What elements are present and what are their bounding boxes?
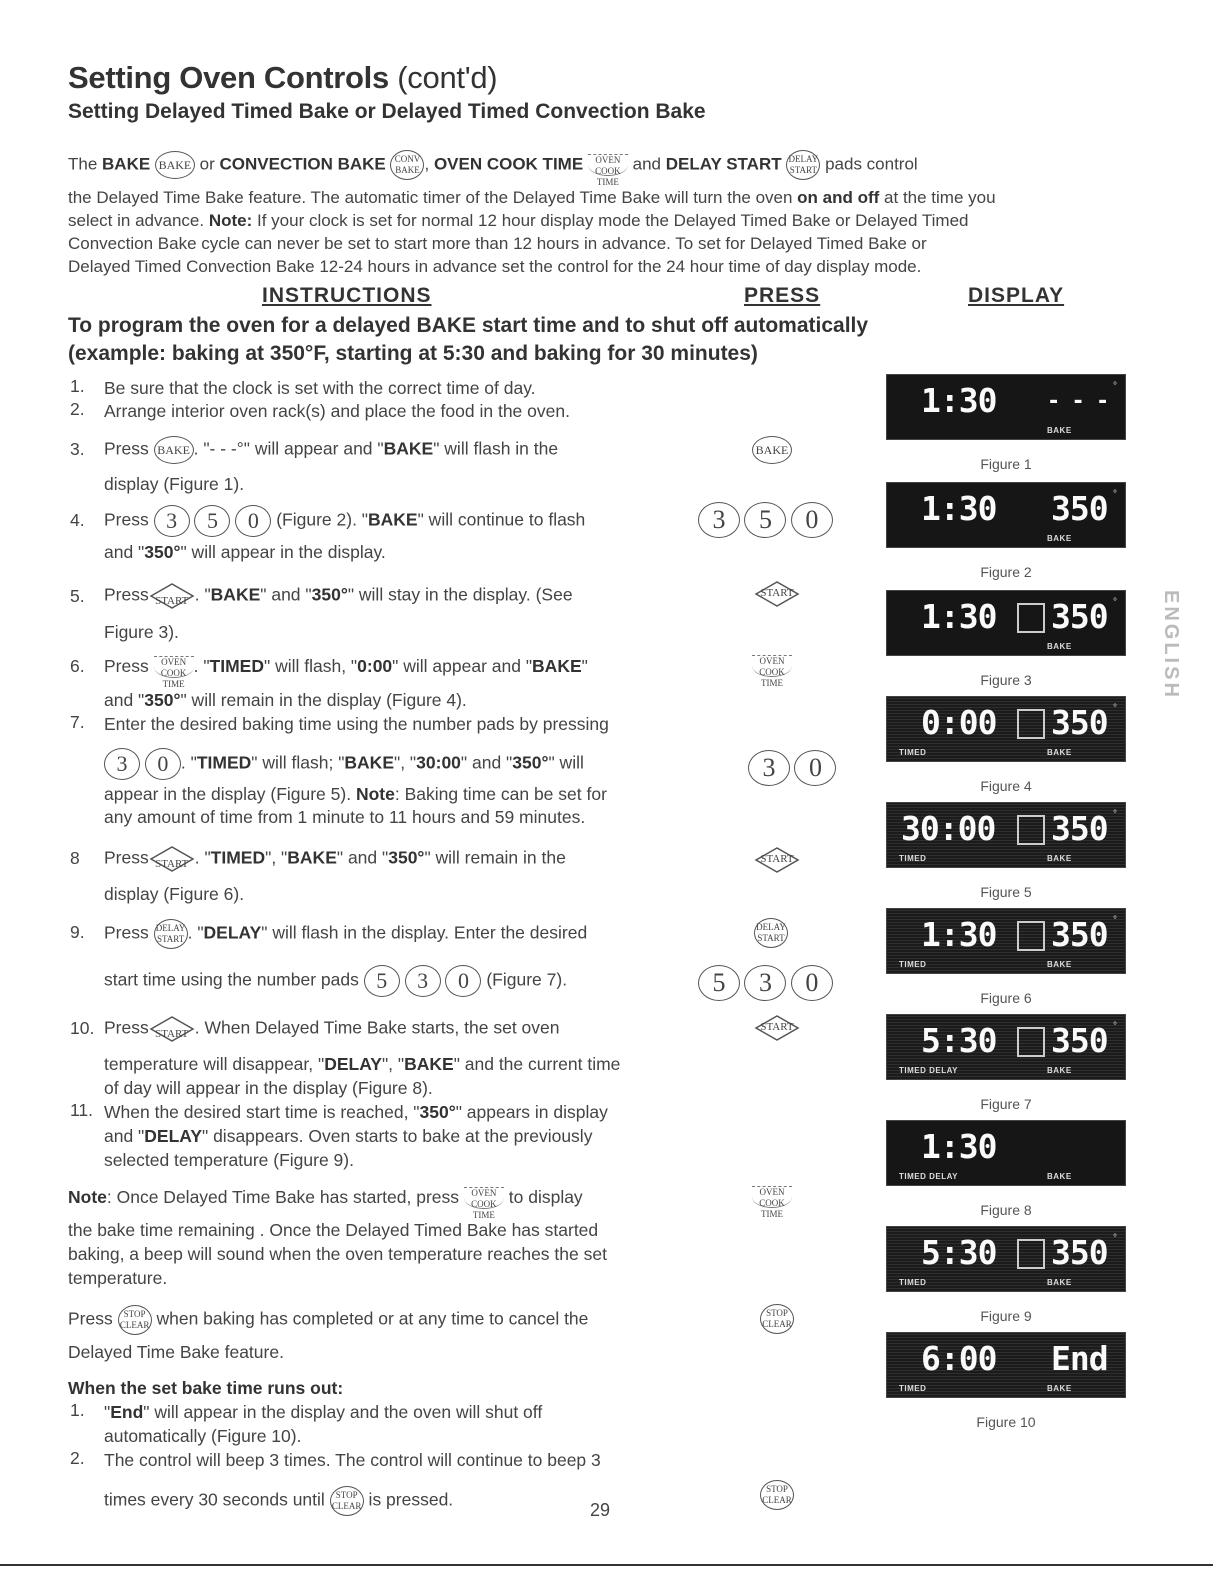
- digit-3-pad-icon: 3: [698, 502, 740, 538]
- display-temperature-readout: 350: [1051, 703, 1108, 742]
- display-degree-symbol: °: [1113, 381, 1117, 392]
- display-degree-symbol: °: [1113, 1021, 1117, 1032]
- press-cook-time-1: [752, 655, 792, 688]
- press-digits-350: [698, 502, 833, 538]
- program-heading-line-2: (example: baking at 350°F, starting at 5:30 and baking for 30 minutes): [68, 342, 758, 365]
- display-time-readout: 1:30: [921, 1127, 997, 1166]
- digit-5-pad-icon: 5: [364, 965, 400, 997]
- display-temperature-readout: 350: [1051, 1233, 1108, 1272]
- step-9-text-cont: start time using the number pads 5 3 0 (Figure 7).: [104, 965, 567, 997]
- step-number: 11.: [70, 1100, 94, 1120]
- column-header-display: DISPLAY: [968, 284, 1065, 307]
- oven-cook-time-pad-icon: OVEN COOK TIME: [752, 1186, 792, 1208]
- step-1-text: Be sure that the clock is set with the correct time of day.: [104, 378, 536, 398]
- delay-start-pad-icon: DELAY START: [154, 919, 188, 949]
- stop-clear-pad-icon: STOP CLEAR: [760, 1480, 794, 1510]
- digit-3-pad-icon: 3: [748, 750, 790, 786]
- step-number: 3.: [70, 439, 85, 459]
- delay-start-pad-icon: DELAY START: [786, 150, 820, 180]
- display-segment-box: [1017, 1027, 1045, 1057]
- intro-line-4: Convection Bake cycle can never be set to start more than 12 hours in advance. To set for Delayed Timed Bake or: [68, 234, 927, 253]
- page-number: 29: [590, 1500, 611, 1520]
- step-5-text: Press START . "BAKE" and "350°" will stay in the display. (See: [104, 582, 573, 610]
- digit-0-pad-icon: 0: [445, 965, 481, 997]
- oven-display-panel: [886, 1120, 1126, 1186]
- oven-display-panel: [886, 482, 1126, 548]
- display-degree-symbol: °: [1113, 915, 1117, 926]
- press-delay-start: [754, 918, 788, 948]
- step-10-text-cont-2: of day will appear in the display (Figure 8).: [104, 1078, 433, 1098]
- step-number: 6.: [70, 656, 85, 676]
- figure-caption: Figure 5: [980, 884, 1032, 900]
- display-indicator-label: BAKE: [1047, 854, 1072, 863]
- display-temperature-readout: End: [1051, 1339, 1108, 1378]
- start-pad-icon: START: [754, 1014, 800, 1042]
- digit-5-pad-icon: 5: [194, 505, 230, 537]
- step-number: 10.: [70, 1018, 95, 1038]
- intro-line-1: The BAKE BAKE or CONVECTION BAKE CONV BAKE , OVEN COOK TIME OVEN COOK TIME and DELAY START DELAY START pads control: [68, 150, 1148, 180]
- display-indicator-label: BAKE: [1047, 1066, 1072, 1075]
- display-indicator-label: TIMED: [899, 1278, 927, 1287]
- press-cook-time-2: [752, 1186, 792, 1219]
- intro-line-2: the Delayed Time Bake feature. The automatic timer of the Delayed Time Bake will turn the oven on and off at the time you: [68, 188, 996, 207]
- display-indicator-label: TIMED DELAY: [899, 1172, 958, 1181]
- oven-cook-time-pad-icon: OVEN COOK TIME: [154, 656, 194, 678]
- display-time-readout: 1:30: [921, 915, 997, 954]
- oven-display-panel: [886, 1226, 1126, 1292]
- digit-0-pad-icon: 0: [791, 502, 833, 538]
- step-number: 8: [70, 848, 80, 868]
- display-indicator-label: BAKE: [1047, 1278, 1072, 1287]
- step-9-text: Press DELAY START . "DELAY" will flash in the display. Enter the desired: [104, 919, 587, 949]
- display-indicator-label: BAKE: [1047, 1384, 1072, 1393]
- digit-0-pad-icon: 0: [794, 750, 836, 786]
- display-segment-box: [1017, 1239, 1045, 1269]
- runs-out-step-2-cont: times every 30 seconds until STOP CLEAR is pressed.: [104, 1486, 453, 1516]
- display-degree-symbol: °: [1113, 703, 1117, 714]
- display-indicator-label: BAKE: [1047, 426, 1072, 435]
- display-degree-symbol: °: [1113, 597, 1117, 608]
- column-header-instructions: INSTRUCTIONS: [262, 284, 432, 307]
- step-number: 1.: [70, 1400, 85, 1420]
- step-number: 7.: [70, 712, 85, 732]
- press-start-1: [754, 580, 800, 608]
- display-segment-box: [1017, 921, 1045, 951]
- step-11-text-cont-2: selected temperature (Figure 9).: [104, 1150, 354, 1170]
- step-8-text: Press START . "TIMED", "BAKE" and "350°" will remain in the: [104, 845, 566, 873]
- bake-pad-icon: BAKE: [154, 436, 194, 464]
- oven-display-panel: [886, 802, 1126, 868]
- digit-0-pad-icon: 0: [145, 748, 181, 780]
- page-title: [68, 60, 497, 96]
- display-temperature-readout: - - -: [1047, 389, 1109, 414]
- digit-3-pad-icon: 3: [154, 505, 190, 537]
- display-indicator-label: BAKE: [1047, 534, 1072, 543]
- step-6-text-cont: and "350°" will remain in the display (Figure 4).: [104, 690, 467, 710]
- figure-caption: Figure 2: [980, 564, 1032, 580]
- figure-caption: Figure 6: [980, 990, 1032, 1006]
- note-line-1: Note: Once Delayed Time Bake has started, press OVEN COOK TIME to display: [68, 1187, 583, 1221]
- start-pad-icon: START: [149, 845, 195, 873]
- display-indicator-label: BAKE: [1047, 1172, 1072, 1181]
- intro-line-5: Delayed Timed Convection Bake 12-24 hours in advance set the control for the 24 hour time of day display mode.: [68, 257, 922, 276]
- stop-clear-pad-icon: STOP CLEAR: [118, 1305, 152, 1335]
- oven-display-panel: [886, 590, 1126, 656]
- press-start-2: [754, 846, 800, 874]
- figure-caption: Figure 10: [976, 1414, 1036, 1430]
- start-pad-icon: START: [754, 580, 800, 608]
- display-indicator-label: TIMED: [899, 960, 927, 969]
- display-indicator-label: TIMED DELAY: [899, 1066, 958, 1075]
- page-subtitle: Setting Delayed Timed Bake or Delayed Timed Convection Bake: [68, 100, 706, 123]
- step-5-text-cont: Figure 3).: [104, 622, 179, 642]
- step-number: 9.: [70, 922, 85, 942]
- step-11-text: When the desired start time is reached, "350°" appears in display: [104, 1102, 608, 1122]
- step-4-text: Press 3 5 0 (Figure 2). "BAKE" will continue to flash: [104, 505, 585, 537]
- display-temperature-readout: 350: [1051, 1021, 1108, 1060]
- display-indicator-label: BAKE: [1047, 960, 1072, 969]
- intro-line-3: select in advance. Note: If your clock is set for normal 12 hour display mode the Delayed Timed Bake or Delayed Timed: [68, 211, 969, 230]
- column-header-press: PRESS: [744, 284, 821, 307]
- figure-caption: Figure 1: [980, 456, 1032, 472]
- display-indicator-label: TIMED: [899, 748, 927, 757]
- display-degree-symbol: °: [1113, 489, 1117, 500]
- display-segment-box: [1017, 815, 1045, 845]
- step-7-text-cont-2: appear in the display (Figure 5). Note: Baking time can be set for: [104, 784, 607, 804]
- step-10-text: Press START . When Delayed Time Bake starts, the set oven: [104, 1015, 560, 1043]
- oven-display-panel: [886, 696, 1126, 762]
- display-time-readout: 30:00: [901, 809, 996, 848]
- step-7-text: Enter the desired baking time using the number pads by pressing: [104, 714, 609, 734]
- display-temperature-readout: 350: [1051, 809, 1108, 848]
- display-temperature-readout: 350: [1051, 489, 1108, 528]
- display-time-readout: 5:30: [921, 1021, 997, 1060]
- step-11-text-cont: and "DELAY" disappears. Oven starts to bake at the previously: [104, 1126, 593, 1146]
- language-side-label: ENGLISH: [1160, 590, 1182, 700]
- step-8-text-cont: display (Figure 6).: [104, 884, 245, 904]
- press-bake: [752, 436, 792, 464]
- step-number: 2.: [70, 399, 85, 419]
- display-temperature-readout: 350: [1051, 597, 1108, 636]
- press-start-3: [754, 1014, 800, 1042]
- press-digits-30: [748, 750, 836, 786]
- digit-0-pad-icon: 0: [791, 965, 833, 1001]
- step-number: 2.: [70, 1448, 85, 1468]
- stop-clear-pad-icon: STOP CLEAR: [760, 1304, 794, 1334]
- step-6-text: Press OVEN COOK TIME. "TIMED" will flash, "0:00" will appear and "BAKE": [104, 656, 588, 690]
- figure-caption: Figure 7: [980, 1096, 1032, 1112]
- digit-5-pad-icon: 5: [698, 965, 740, 1001]
- step-3-text-cont: display (Figure 1).: [104, 474, 245, 494]
- step-10-text-cont: temperature will disappear, "DELAY", "BAKE" and the current time: [104, 1054, 621, 1074]
- digit-3-pad-icon: 3: [104, 748, 140, 780]
- oven-display-panel: [886, 908, 1126, 974]
- conv-bake-pad-icon: CONV BAKE: [390, 150, 424, 180]
- note-line-4: temperature.: [68, 1268, 168, 1288]
- runs-out-heading: When the set bake time runs out:: [68, 1378, 344, 1398]
- display-time-readout: 5:30: [921, 1233, 997, 1272]
- digit-5-pad-icon: 5: [744, 502, 786, 538]
- step-4-text-cont: and "350°" will appear in the display.: [104, 542, 386, 562]
- display-degree-symbol: °: [1113, 809, 1117, 820]
- oven-cook-time-pad-icon: OVEN COOK TIME: [464, 1187, 504, 1209]
- oven-display-panel: [886, 374, 1126, 440]
- display-segment-box: [1017, 603, 1045, 633]
- start-pad-icon: START: [754, 846, 800, 874]
- display-indicator-label: BAKE: [1047, 748, 1072, 757]
- display-degree-symbol: °: [1113, 1233, 1117, 1244]
- digit-3-pad-icon: 3: [744, 965, 786, 1001]
- title-main: Setting Oven Controls: [68, 60, 389, 95]
- display-indicator-label: BAKE: [1047, 642, 1072, 651]
- display-time-readout: 1:30: [921, 489, 997, 528]
- title-suffix: (cont'd): [397, 60, 498, 95]
- press-stop-clear-2: [760, 1480, 794, 1510]
- step-number: 5.: [70, 586, 85, 606]
- display-temperature-readout: 350: [1051, 915, 1108, 954]
- step-7-text-cont: 3 0 . "TIMED" will flash; "BAKE", "30:00" and "350°" will: [104, 748, 584, 780]
- delay-start-pad-icon: DELAY START: [754, 918, 788, 948]
- display-time-readout: 0:00: [921, 703, 997, 742]
- figure-caption: Figure 4: [980, 778, 1032, 794]
- start-pad-icon: START: [149, 582, 195, 610]
- display-indicator-label: TIMED: [899, 854, 927, 863]
- bottom-rule: [0, 1564, 1213, 1566]
- oven-display-panel: [886, 1014, 1126, 1080]
- display-indicator-label: TIMED: [899, 1384, 927, 1393]
- step-2-text: Arrange interior oven rack(s) and place the food in the oven.: [104, 401, 570, 421]
- display-time-readout: 1:30: [921, 597, 997, 636]
- oven-cook-time-pad-icon: OVEN COOK TIME: [588, 154, 628, 176]
- digit-0-pad-icon: 0: [235, 505, 271, 537]
- stop-clear-pad-icon: STOP CLEAR: [330, 1486, 364, 1516]
- display-segment-box: [1017, 709, 1045, 739]
- press-digits-530: [698, 965, 833, 1001]
- display-time-readout: 6:00: [921, 1339, 997, 1378]
- press-stop-clear-1: [760, 1304, 794, 1334]
- start-pad-icon: START: [149, 1015, 195, 1043]
- bake-pad-icon: BAKE: [155, 151, 195, 179]
- note-line-3: baking, a beep will sound when the oven temperature reaches the set: [68, 1244, 607, 1264]
- figure-caption: Figure 8: [980, 1202, 1032, 1218]
- cancel-line-2: Delayed Time Bake feature.: [68, 1342, 284, 1362]
- step-number: 1.: [70, 376, 85, 396]
- note-line-2: the bake time remaining . Once the Delayed Timed Bake has started: [68, 1220, 599, 1240]
- runs-out-step-1-cont: automatically (Figure 10).: [104, 1426, 302, 1446]
- step-7-text-cont-3: any amount of time from 1 minute to 11 hours and 59 minutes.: [104, 807, 586, 827]
- oven-display-panel: [886, 1332, 1126, 1398]
- display-time-readout: 1:30: [921, 381, 997, 420]
- digit-3-pad-icon: 3: [405, 965, 441, 997]
- runs-out-step-2: The control will beep 3 times. The control will continue to beep 3: [104, 1450, 601, 1470]
- program-heading-line-1: To program the oven for a delayed BAKE start time and to shut off automatically: [68, 314, 869, 337]
- figure-caption: Figure 3: [980, 672, 1032, 688]
- step-number: 4.: [70, 510, 85, 530]
- oven-cook-time-pad-icon: OVEN COOK TIME: [752, 655, 792, 677]
- bake-pad-icon: BAKE: [752, 436, 792, 464]
- step-3-text: Press BAKE . "- - -°" will appear and "BAKE" will flash in the: [104, 436, 558, 464]
- figure-caption: Figure 9: [980, 1308, 1032, 1324]
- runs-out-step-1: "End" will appear in the display and the oven will shut off: [104, 1402, 543, 1422]
- cancel-line-1: Press STOP CLEAR when baking has completed or at any time to cancel the: [68, 1305, 588, 1335]
